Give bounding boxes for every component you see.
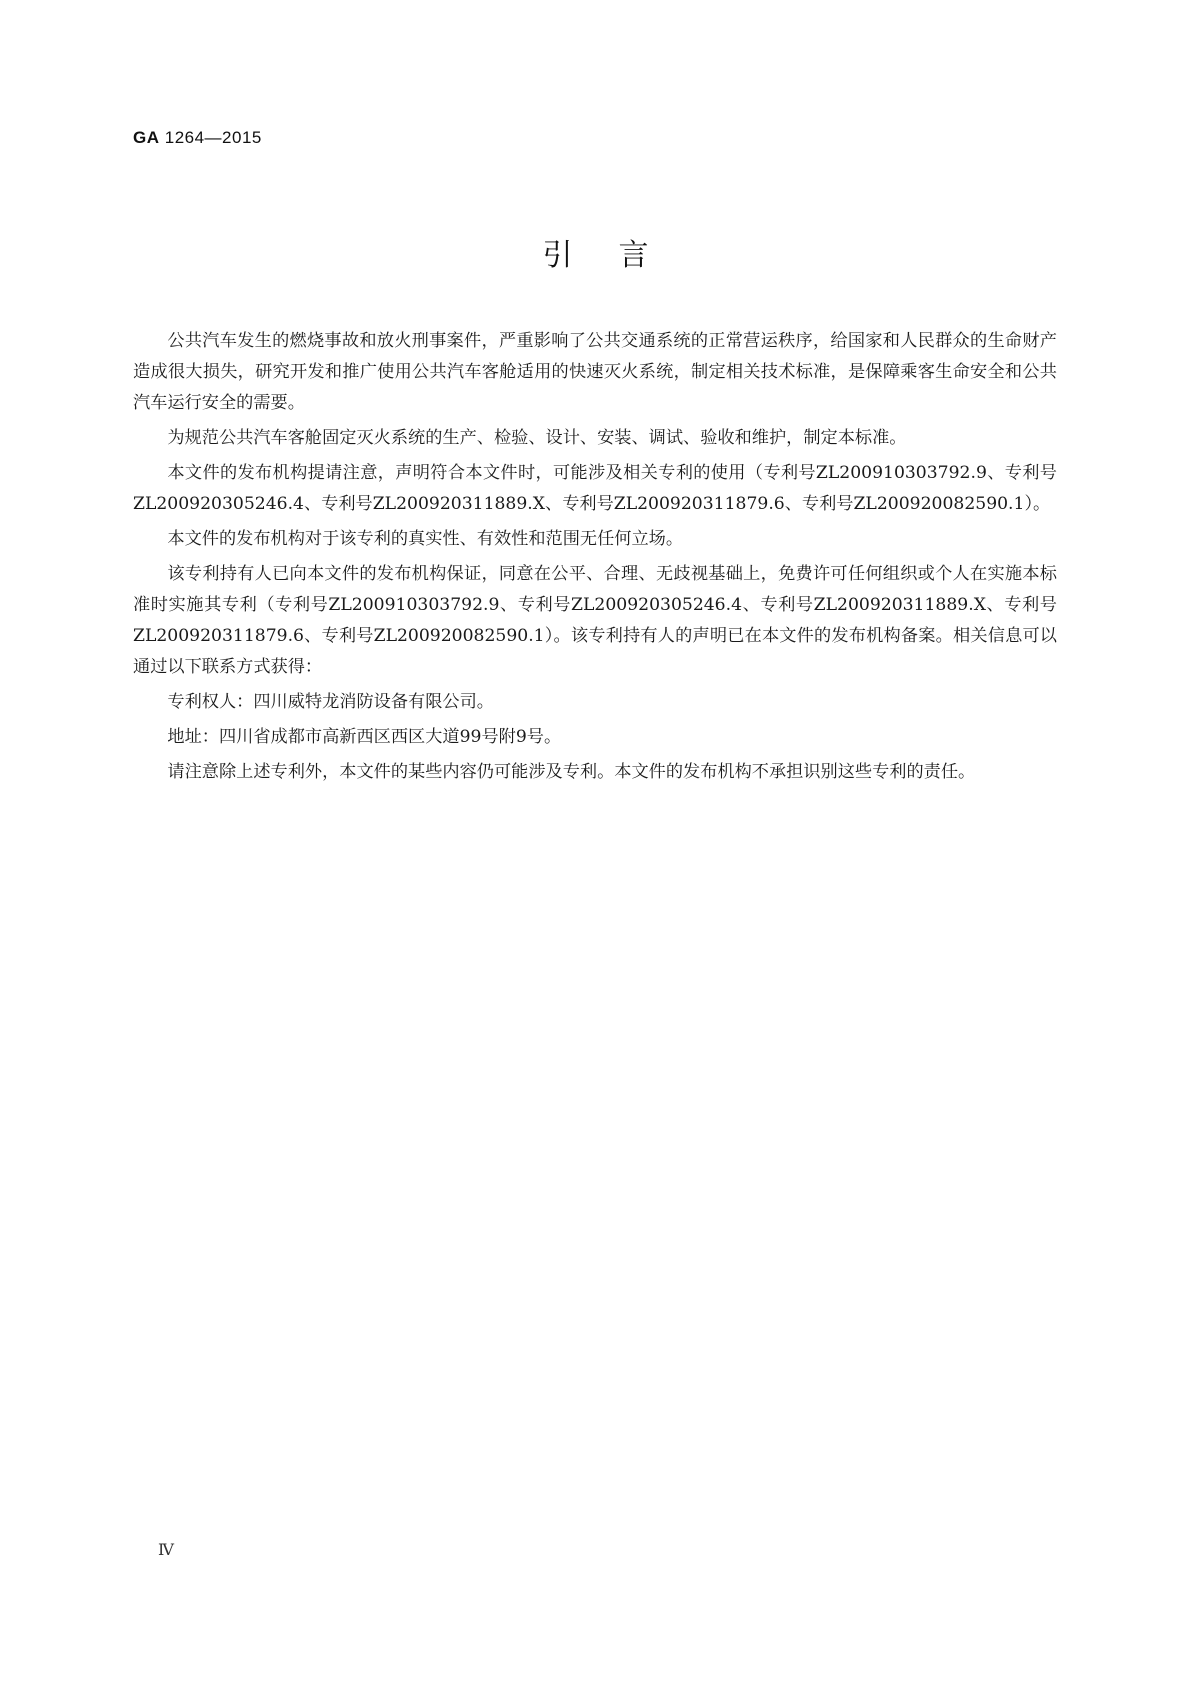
paragraph-patent-position: 本文件的发布机构对于该专利的真实性、有效性和范围无任何立场。 bbox=[167, 529, 684, 549]
paragraph-patent-license: 该专利持有人已向本文件的发布机构保证，同意在公平、合理、无歧视基础上，免费许可任何组织或个人在实施本标准时实施其专利（专利号ZL200910303792.9、专利号ZL200920305246.4、专利号ZL200920311889.X、专利号ZL200920311879.6、专利号ZL200920082590.1）。该专利持有人的声明已在本文件的发布机构备案。相关信息可以通过以下联系方式获得： bbox=[133, 564, 1057, 677]
document-code-number: 1264—2015 bbox=[164, 128, 262, 147]
paragraph-other-patents: 请注意除上述专利外，本文件的某些内容仍可能涉及专利。本文件的发布机构不承担识别这些专利的责任。 bbox=[167, 762, 976, 782]
page-number: Ⅳ bbox=[158, 1542, 174, 1559]
introduction-body bbox=[133, 326, 1057, 792]
paragraph-patent-holder: 专利权人：四川威特龙消防设备有限公司。 bbox=[167, 692, 494, 712]
paragraph-background: 公共汽车发生的燃烧事故和放火刑事案件，严重影响了公共交通系统的正常营运秩序，给国家和人民群众的生命财产造成很大损失，研究开发和推广使用公共汽车客舱适用的快速灭火系统，制定相关技术标准，是保障乘客生命安全和公共汽车运行安全的需要。 bbox=[133, 331, 1057, 413]
document-code bbox=[133, 128, 262, 148]
page-title: 引言 bbox=[542, 238, 695, 273]
paragraph-address: 地址：四川省成都市高新西区西区大道99号附9号。 bbox=[167, 727, 562, 747]
document-code-prefix: GA bbox=[133, 128, 160, 147]
paragraph-patent-notice: 本文件的发布机构提请注意，声明符合本文件时，可能涉及相关专利的使用（专利号ZL200910303792.9、专利号ZL200920305246.4、专利号ZL200920311889.X、专利号ZL200920311879.6、专利号ZL200920082590.1）。 bbox=[133, 463, 1057, 514]
paragraph-purpose: 为规范公共汽车客舱固定灭火系统的生产、检验、设计、安装、调试、验收和维护，制定本标准。 bbox=[167, 428, 907, 448]
